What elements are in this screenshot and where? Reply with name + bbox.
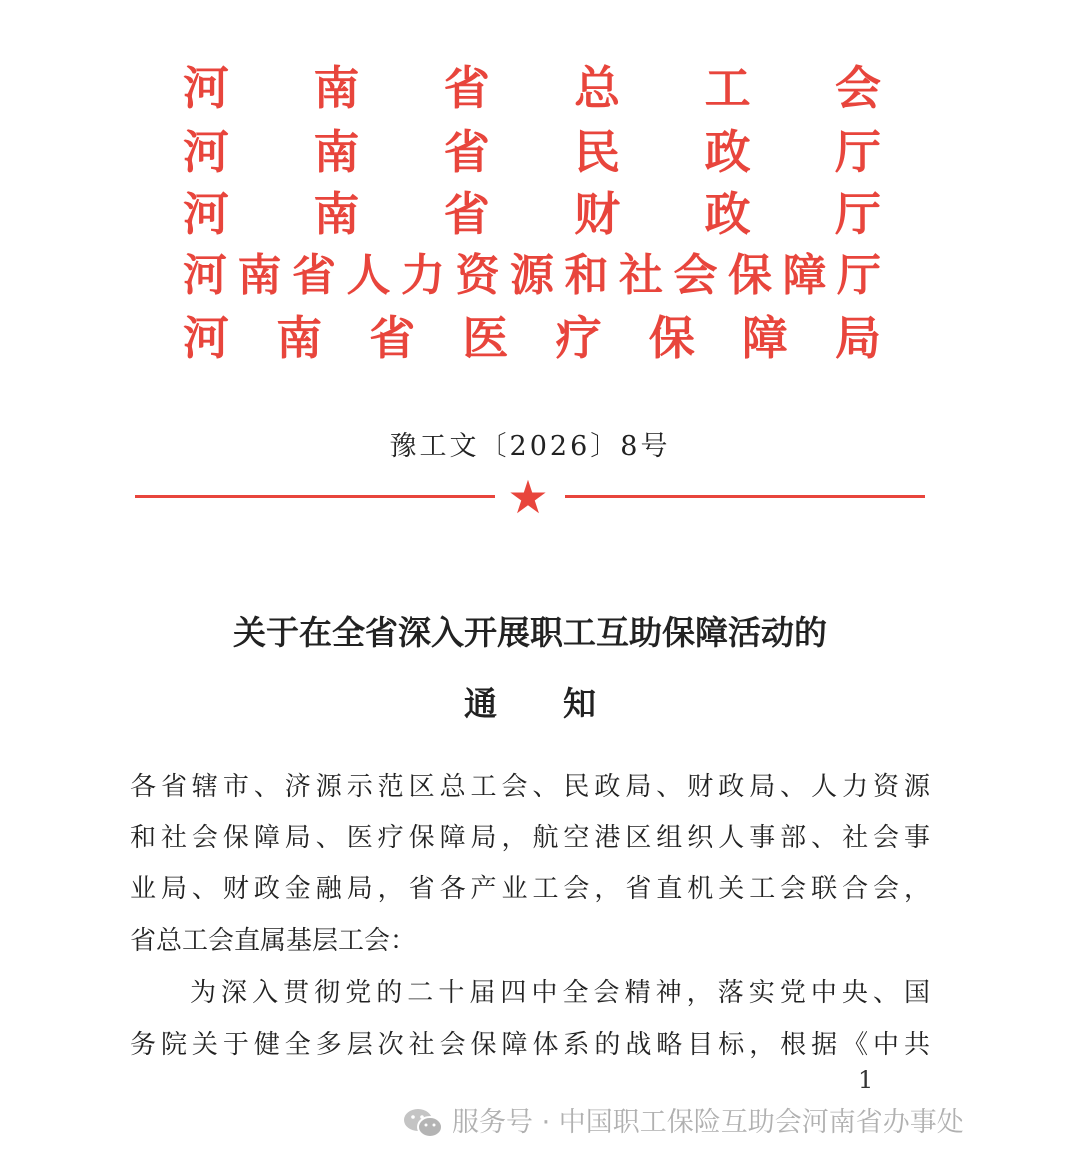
issuer-char: 民 xyxy=(574,125,621,179)
star-icon: ★ xyxy=(507,470,549,524)
issuer-char: 省 xyxy=(369,311,416,365)
issuer-char: 厅 xyxy=(834,125,881,179)
body-line: 业局、财政金融局，省各产业工会，省直机关工会联合会， xyxy=(130,874,930,904)
red-divider-right xyxy=(565,495,925,498)
watermark-text: 服务号 · 中国职工保险互助会河南省办事处 xyxy=(452,1107,964,1138)
issuer-char: 河 xyxy=(183,61,229,115)
issuer-char: 人 xyxy=(346,250,391,301)
issuer-row xyxy=(183,248,881,304)
issuer-char: 南 xyxy=(237,250,282,301)
issuer-row xyxy=(183,60,881,116)
issuer-char: 财 xyxy=(574,187,621,241)
issuer-char: 省 xyxy=(443,125,490,179)
red-divider-left xyxy=(135,495,495,498)
issuer-char: 厅 xyxy=(834,187,881,241)
issuer-char: 南 xyxy=(276,311,323,365)
issuer-char: 会 xyxy=(834,61,881,115)
issuer-char: 力 xyxy=(401,250,445,301)
issuer-char: 河 xyxy=(183,311,229,365)
issuer-char: 工 xyxy=(704,61,751,115)
issuer-char: 河 xyxy=(183,187,229,241)
issuer-char: 保 xyxy=(648,311,695,365)
issuer-char: 政 xyxy=(704,187,751,241)
issuer-char: 总 xyxy=(574,61,621,115)
issuer-char: 和 xyxy=(564,250,609,301)
page-number: 1 xyxy=(858,1066,874,1094)
issuer-row xyxy=(183,310,881,366)
issuer-char: 南 xyxy=(313,61,360,115)
issuer-char: 省 xyxy=(443,187,490,241)
issuer-char: 资 xyxy=(455,250,500,301)
body-line: 省总工会直属基层工会： xyxy=(130,926,417,956)
wechat-icon xyxy=(402,1106,444,1140)
issuer-char: 疗 xyxy=(555,311,602,365)
issuer-row xyxy=(183,186,881,242)
issuer-char: 会 xyxy=(673,250,718,301)
body-line: 和社会保障局、医疗保障局，航空港区组织人事部、社会事 xyxy=(130,823,930,853)
issuer-char: 南 xyxy=(313,187,360,241)
body-line: 为深入贯彻党的二十届四中全会精神，落实党中央、国 xyxy=(190,978,930,1008)
issuer-char: 省 xyxy=(443,61,490,115)
document-number: 豫工文〔2026〕8号 xyxy=(389,431,671,462)
issuer-char: 医 xyxy=(462,311,509,365)
issuer-char: 社 xyxy=(619,250,663,301)
issuer-char: 南 xyxy=(313,125,360,179)
issuer-char: 河 xyxy=(183,125,229,179)
watermark xyxy=(402,1104,964,1142)
issuer-char: 局 xyxy=(834,311,881,365)
issuer-char: 障 xyxy=(782,250,827,301)
issuer-row xyxy=(183,124,881,180)
issuer-char: 保 xyxy=(728,250,772,301)
issuer-char: 厅 xyxy=(837,250,881,301)
document-title-notice: 通 知 xyxy=(464,684,596,723)
issuer-char: 障 xyxy=(741,311,788,365)
issuer-char: 河 xyxy=(183,250,227,301)
document-title: 关于在全省深入开展职工互助保障活动的 xyxy=(233,613,827,652)
issuer-char: 省 xyxy=(292,250,336,301)
body-line: 各省辖市、济源示范区总工会、民政局、财政局、人力资源 xyxy=(130,772,930,802)
issuer-char: 源 xyxy=(510,250,554,301)
body-line: 务院关于健全多层次社会保障体系的战略目标，根据《中共 xyxy=(130,1030,930,1060)
issuer-char: 政 xyxy=(704,125,751,179)
